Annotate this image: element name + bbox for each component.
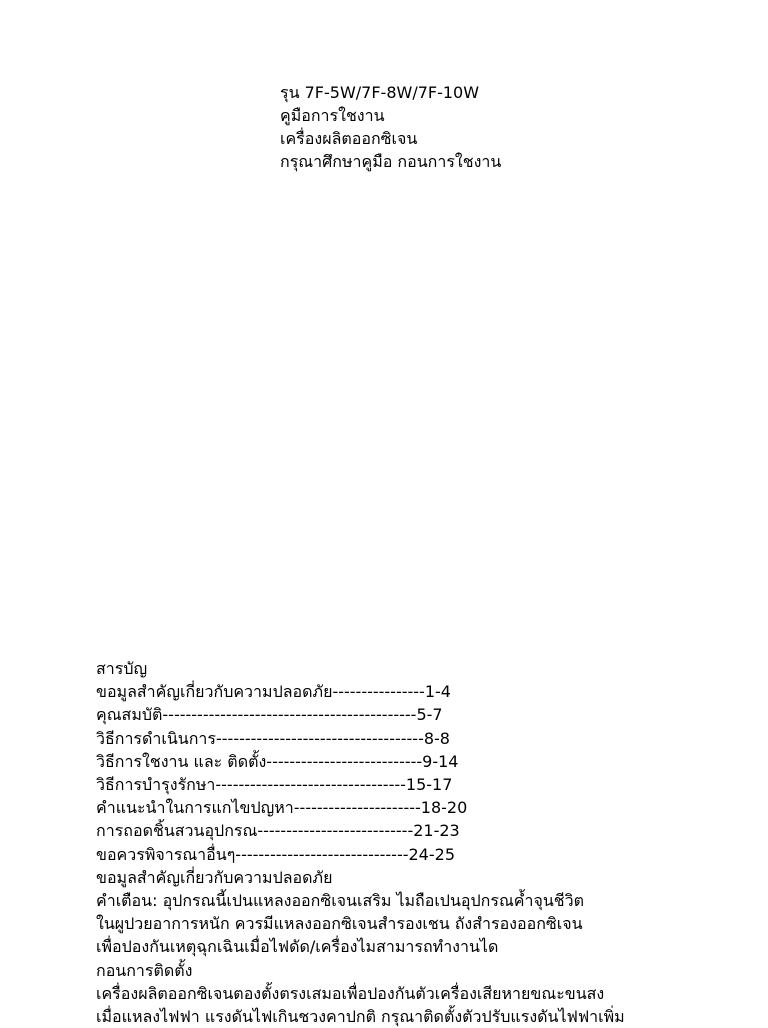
model-line: รุน 7F-5W/7F-8W/7F-10W (280, 83, 480, 102)
document-body (96, 657, 625, 1028)
warning-line: คำเตือน: อุปกรณนี้เปนแหลงออกซิเจนเสริม ไมถือเปนอุปกรณค้ำจุนชีวิต (96, 891, 585, 911)
product-line: เครื่องผลิตออกซิเจน (280, 129, 418, 148)
install-heading: กอนการติดตั้ง (96, 960, 193, 980)
warning-line: ในผูปวยอาการหนัก ควรมีแหลงออกซิเจนสำรองเชน ถังสำรองออกซิเจน (96, 914, 583, 934)
toc-entry: วิธีการดำเนินการ------------------------------------8-8 (96, 728, 450, 748)
install-line: เมื่อแหลงไฟฟา แรงดันไฟเกินชวงคาปกติ กรุณาติดตั้งตัวปรับแรงดันไฟฟาเพิ่ม (96, 1007, 625, 1027)
warning-line: เพื่อปองกันเหตุฉุกเฉินเมื่อไฟดัด/เครื่องไมสามารถทำงานได (96, 937, 499, 957)
manual-line: คูมือการใชงาน (280, 106, 385, 125)
toc-entry: ขอมูลสำคัญเกี่ยวกับความปลอดภัย----------------1-4 (96, 682, 451, 702)
toc-entry: คำแนะนำในการแกไขปญหา----------------------18-20 (96, 798, 468, 818)
toc-entry: การถอดชิ้นสวนอุปกรณ---------------------------21-23 (96, 821, 460, 841)
toc-entry: วิธีการบำรุงรักษา---------------------------------15-17 (96, 775, 453, 795)
cover-title-block (280, 81, 501, 173)
safety-heading: ขอมูลสำคัญเกี่ยวกับความปลอดภัย (96, 867, 333, 887)
install-line: เครื่องผลิตออกซิเจนตองตั้งตรงเสมอเพื่อปองกันตัวเครื่องเสียหายขณะขนสง (96, 983, 605, 1003)
notice-line: กรุณาศึกษาคูมือ กอนการใชงาน (280, 152, 502, 171)
toc-heading: สารบัญ (96, 659, 148, 678)
toc-entry: วิธีการใชงาน และ ติดตั้ง---------------------------9-14 (96, 751, 459, 771)
toc-entry: คุณสมบัติ--------------------------------------------5-7 (96, 705, 443, 725)
toc-entry: ขอควรพิจารณาอื่นๆ------------------------------24-25 (96, 844, 455, 864)
